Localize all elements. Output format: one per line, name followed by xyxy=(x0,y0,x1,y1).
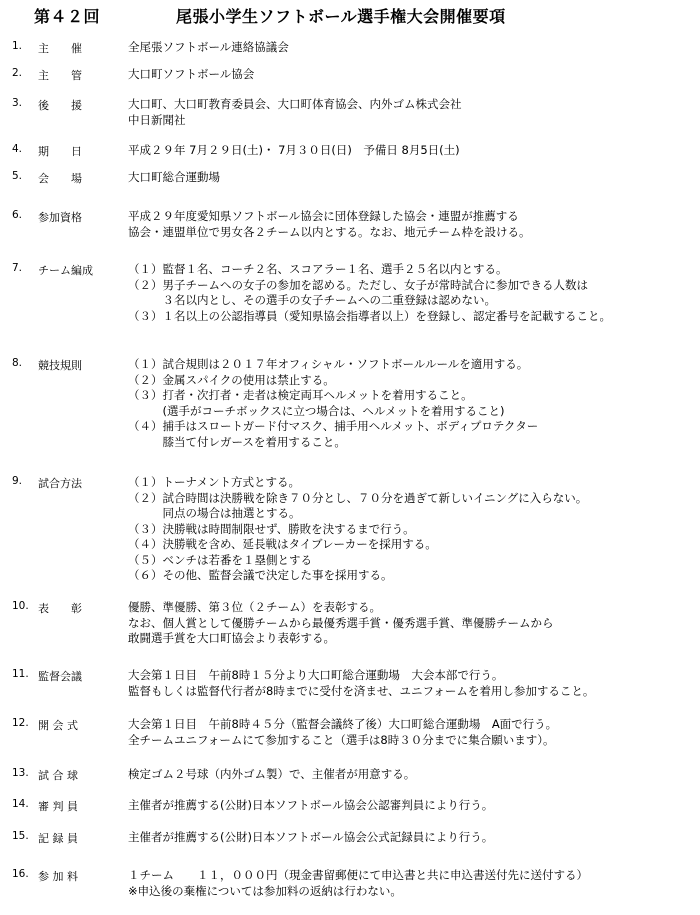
section-label: 競技規則 xyxy=(38,359,82,372)
section-label: 参加資格 xyxy=(38,211,82,224)
section-content xyxy=(128,40,698,56)
section-number: 10. xyxy=(12,600,29,612)
section-line: 大会第１日目 午前8時４５分（監督会議終了後）大口町総合運動場 A面で行う。 xyxy=(128,717,558,731)
section-number: 2. xyxy=(12,67,23,79)
section-line: （１）トーナメント方式とする。 xyxy=(128,475,301,489)
section-content xyxy=(128,767,698,783)
section-label: 審 判 員 xyxy=(38,800,78,813)
section-number: 12. xyxy=(12,717,29,729)
section-line: （２）金属スパイクの使用は禁止する。 xyxy=(128,372,335,387)
section-line: （４）決勝戦を含め、延長戦はタイブレーカーを採用する。 xyxy=(128,537,437,551)
section-label: 会 場 xyxy=(38,172,82,185)
section-number: 11. xyxy=(12,668,29,680)
section-line: （３）打者・次打者・走者は検定両耳ヘルメットを着用すること。 xyxy=(128,388,473,402)
section-line: 同点の場合は抽選とする。 xyxy=(128,506,301,520)
section-line: 監督もしくは監督代行者が8時までに受付を済ませ、ユニフォームを着用し参加すること。 xyxy=(128,683,595,698)
section-line: （１）試合規則は２０１７年オフィシャル・ソフトボールルールを適用する。 xyxy=(128,357,529,371)
section-line: 大口町総合運動場 xyxy=(128,170,220,184)
section-line: （３）決勝戦は時間制限せず、勝敗を決するまで行う。 xyxy=(128,521,415,536)
section-number: 1. xyxy=(12,40,23,52)
section-line: 大口町ソフトボール協会 xyxy=(128,67,255,81)
section-line: 主催者が推薦する(公財)日本ソフトボール協会公認審判員により行う。 xyxy=(128,798,494,812)
section-number: 13. xyxy=(12,767,29,779)
section-content xyxy=(128,717,698,748)
section-line: 膝当て付レガースを着用すること。 xyxy=(128,434,346,449)
section-line: 大会第１日目 午前8時１５分より大口町総合運動場 大会本部で行う。 xyxy=(128,668,504,682)
section-line: 全尾張ソフトボール連絡協議会 xyxy=(128,40,289,54)
section-label: 試 合 球 xyxy=(38,769,78,782)
section-line: 協会・連盟単位で男女各２チーム以内とする。なお、地元チーム枠を設ける。 xyxy=(128,224,531,239)
section-line: 大口町、大口町教育委員会、大口町体育協会、内外ゴム株式会社 xyxy=(128,97,462,111)
section-line: （３）１名以上の公認指導員（愛知県協会指導者以上）を登録し、認定番号を記載すること。 xyxy=(128,308,611,323)
section-number: 5. xyxy=(12,170,23,182)
section-label: 開 会 式 xyxy=(38,719,78,732)
section-content xyxy=(128,262,698,324)
section-label: 試合方法 xyxy=(38,477,82,490)
section-number: 6. xyxy=(12,209,23,221)
section-line: (選手がコーチボックスに立つ場合は、ヘルメットを着用すること) xyxy=(128,403,505,418)
section-line: （５）ベンチは若番を１塁側とする xyxy=(128,552,312,567)
section-line: なお、個人賞として優勝チームから最優秀選手賞・優秀選手賞、準優勝チームから xyxy=(128,615,554,630)
section-label: 後 援 xyxy=(38,99,82,112)
section-line: （１）監督１名、コーチ２名、スコアラー１名、選手２５名以内とする。 xyxy=(128,262,508,276)
title-main: 尾張小学生ソフトボール選手権大会開催要項 xyxy=(176,7,506,26)
section-number: 14. xyxy=(12,798,29,810)
section-label: 主 管 xyxy=(38,69,82,82)
section-label: 期 日 xyxy=(38,145,82,158)
section-line: 敢闘選手賞を大口町協会より表彰する。 xyxy=(128,631,335,645)
section-content xyxy=(128,209,698,240)
title-number: 第４２回 xyxy=(34,7,101,26)
section-label: 監督会議 xyxy=(38,670,82,683)
section-content xyxy=(128,600,698,647)
section-line: ３名以内とし、その選手の女子チームへの二重登録は認めない。 xyxy=(128,293,496,307)
section-line: （２）男子チームへの女子の参加を認める。ただし、女子が常時試合に参加できる人数は xyxy=(128,277,588,292)
section-label: チーム編成 xyxy=(38,264,93,277)
section-line: ※申込後の棄権については参加料の返納は行わない。 xyxy=(128,883,402,898)
section-line: 中日新聞社 xyxy=(128,112,186,127)
section-line: 平成２９年度愛知県ソフトボール協会に団体登録した協会・連盟が推薦する xyxy=(128,209,519,223)
section-line: 主催者が推薦する(公財)日本ソフトボール協会公式記録員により行う。 xyxy=(128,830,494,844)
section-content xyxy=(128,67,698,83)
section-label: 参 加 料 xyxy=(38,870,78,883)
section-content xyxy=(128,97,698,128)
section-number: 4. xyxy=(12,143,23,155)
section-label: 主 催 xyxy=(38,42,82,55)
section-content xyxy=(128,170,698,186)
section-number: 16. xyxy=(12,868,29,880)
section-number: 15. xyxy=(12,830,29,842)
section-content xyxy=(128,475,698,584)
section-line: 平成２９年 7月２９日(土)・ 7月３０日(日) 予備日 8月5日(土) xyxy=(128,143,460,157)
section-content xyxy=(128,357,698,450)
section-label: 記 録 員 xyxy=(38,832,78,845)
section-number: 3. xyxy=(12,97,23,109)
section-line: 優勝、準優勝、第３位（２チーム）を表彰する。 xyxy=(128,600,381,614)
section-line: 検定ゴム２号球（内外ゴム製）で、主催者が用意する。 xyxy=(128,767,416,781)
section-content xyxy=(128,830,698,846)
section-number: 7. xyxy=(12,262,23,274)
section-line: （２）試合時間は決勝戦を除き７０分とし、７０分を過ぎて新しいイニングに入らない。 xyxy=(128,490,588,505)
section-content xyxy=(128,668,698,699)
section-line: １チーム １１，０００円（現金書留郵便にて申込書と共に申込書送付先に送付する） xyxy=(128,868,588,882)
section-line: 全チームユニフォームにて参加すること（選手は8時３０分までに集合願います）。 xyxy=(128,732,555,747)
section-content xyxy=(128,798,698,814)
section-number: 8. xyxy=(12,357,23,369)
section-line: （６）その他、監督会議で決定した事を採用する。 xyxy=(128,568,393,582)
section-line: （４）捕手はスロートガード付マスク、捕手用ヘルメット、ボディプロテクター xyxy=(128,419,539,433)
section-label: 表 彰 xyxy=(38,602,82,615)
section-content xyxy=(128,143,698,159)
section-number: 9. xyxy=(12,475,23,487)
section-content xyxy=(128,868,698,899)
